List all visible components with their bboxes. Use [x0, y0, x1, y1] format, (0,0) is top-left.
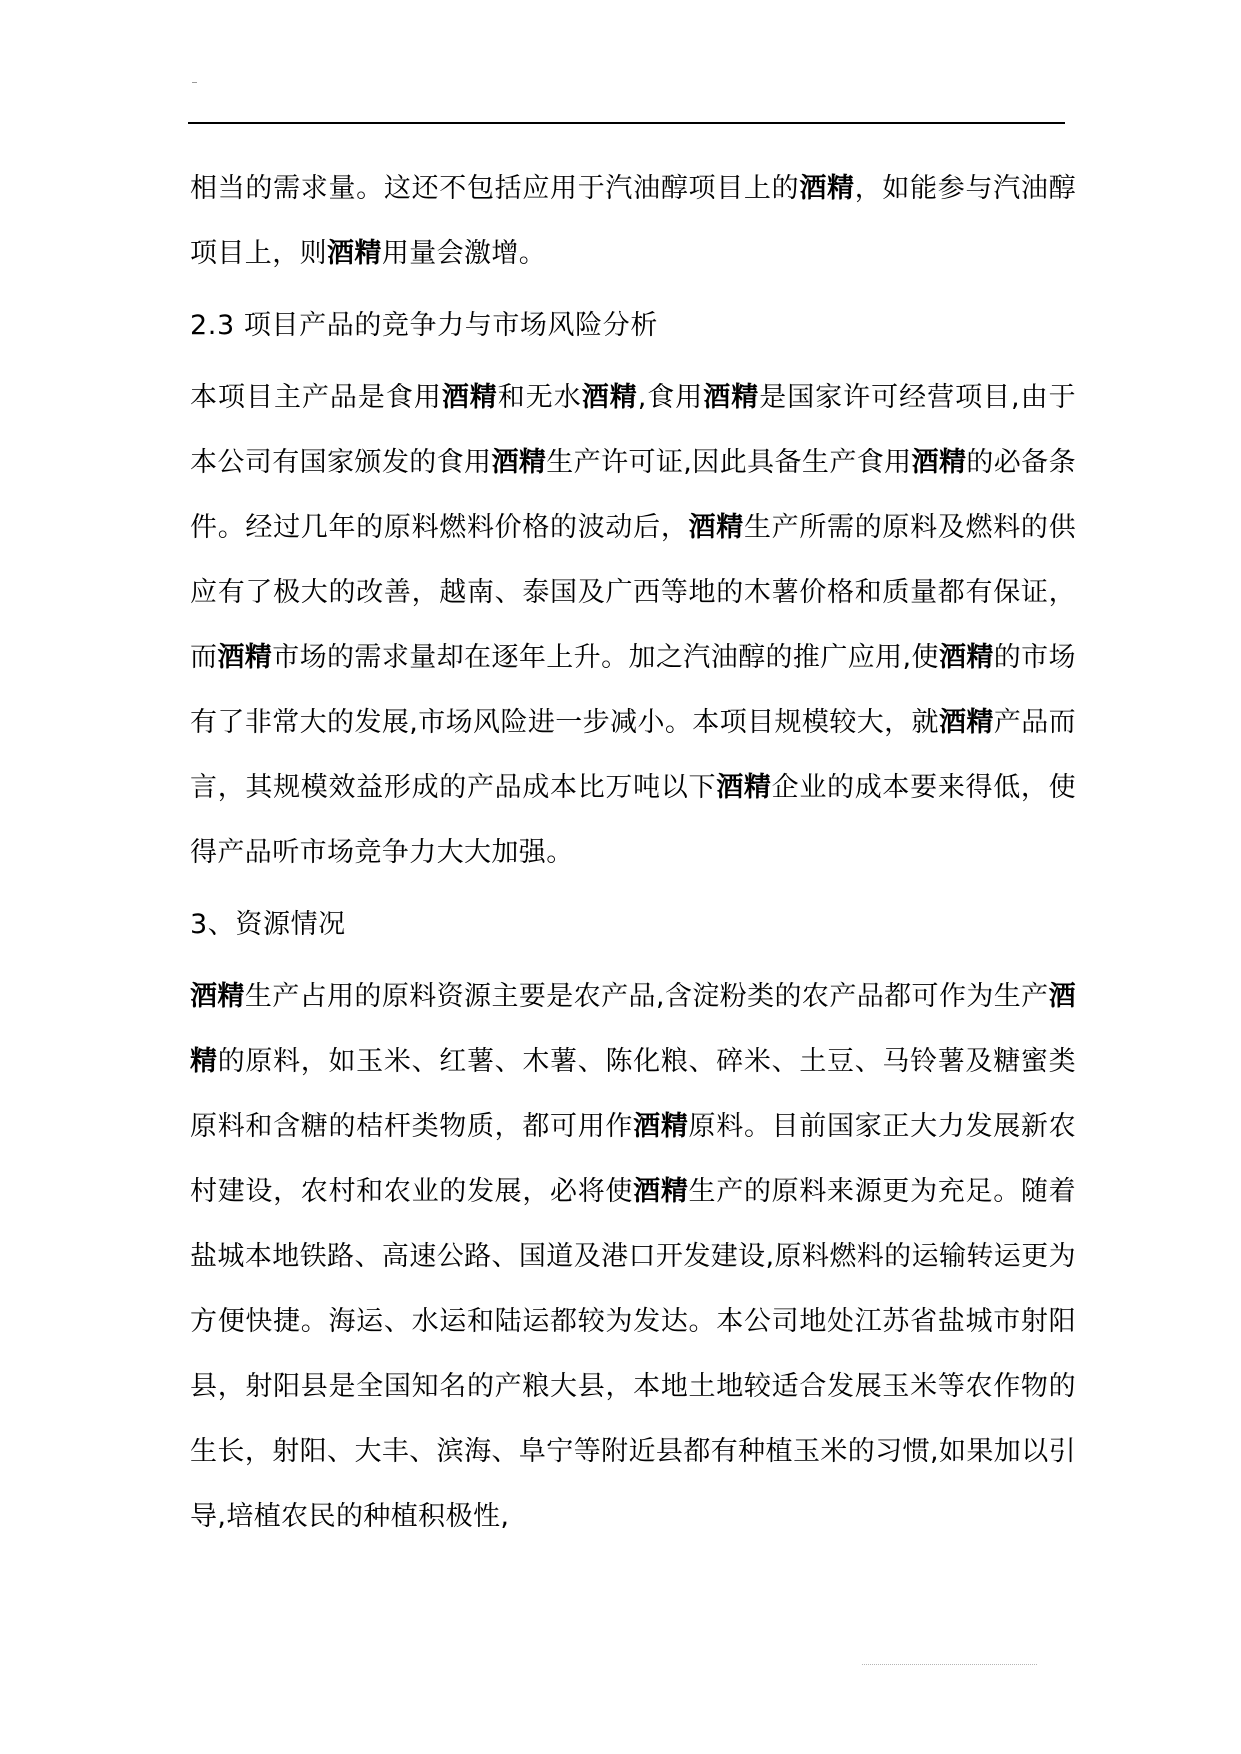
bold-term: 酒精 [799, 173, 855, 204]
bold-term: 酒精 [327, 238, 382, 269]
text-run: ,食用 [637, 382, 704, 413]
bold-term: 酒精 [716, 772, 772, 803]
header-mark [192, 82, 197, 83]
bold-term: 酒精 [633, 1176, 689, 1207]
section-heading-3: 3、资源情况 [190, 909, 346, 940]
text-run: 的原料，如玉米、红薯、木薯、陈化粮、碎米、土豆、马铃薯及糖蜜类原料和含糖的桔杆类物质，都可用作 [190, 1046, 1076, 1142]
bold-term: 酒精 [633, 1111, 689, 1142]
text-run: 本项目主产品是食用 [190, 382, 442, 413]
text-run: 的必备条件。经过几年的原料燃料价格的波动后， [190, 447, 1076, 543]
text-run: 生产所需的原料及燃料的供应有了极大的改善，越南、泰国及广西等地的木薯价格和质量都有保证，而 [190, 512, 1076, 673]
bold-term: 酒精 [703, 382, 760, 413]
text-run: 是国家许可经营项目,由于本公司有国家颁发的食用 [190, 382, 1076, 478]
bold-term: 酒精 [190, 981, 245, 1012]
text-run: 生产占用的原料资源主要是农产品,含淀粉类的农产品都可作为生产 [244, 981, 1049, 1012]
footer-dotted-rule [862, 1664, 1037, 1665]
bold-term: 酒精 [190, 981, 1076, 1077]
paragraph-competitiveness [190, 365, 1076, 885]
text-run: 生产许可证,因此具备生产食用 [546, 447, 912, 478]
bold-term: 酒精 [491, 447, 547, 478]
bold-term: 酒精 [217, 642, 273, 673]
header-rule [188, 122, 1065, 124]
bold-term: 酒精 [911, 447, 967, 478]
text-run: 用量会激增。 [381, 238, 547, 269]
bold-term: 酒精 [938, 642, 994, 673]
text-run: 市场的需求量却在逐年上升。加之汽油醇的推广应用,使 [272, 642, 939, 673]
document-body [190, 156, 1076, 1549]
text-run: 企业的成本要来得低，使得产品听市场竞争力大大加强。 [190, 772, 1076, 868]
text-run: 和无水 [497, 382, 582, 413]
paragraph-demand [190, 156, 1076, 286]
text-run: 产品而言，其规模效益形成的产品成本比万吨以下 [190, 707, 1077, 803]
paragraph-resources [190, 964, 1076, 1549]
bold-term: 酒精 [688, 512, 744, 543]
text-run: 原料。目前国家正大力发展新农村建设，农村和农业的发展，必将使 [190, 1111, 1076, 1207]
bold-term: 酒精 [441, 382, 498, 413]
text-run: 的市场有了非常大的发展,市场风险进一步减小。本项目规模较大，就 [190, 642, 1076, 738]
text-run: 生产的原料来源更为充足。随着盐城本地铁路、高速公路、国道及港口开发建设,原料燃料的运输转运更为方便快捷。海运、水运和陆运都较为发达。本公司地处江苏省盐城市射阳县，射阳县是全国知名的产粮大县，本地土地较适合发展玉米等农作物的生长，射阳、大丰、滨海、阜宁等附近县都有种植玉米的习惯,如果加以引导,培植农民的种植积极性, [190, 1176, 1076, 1532]
text-run: 相当的需求量。这还不包括应用于汽油醇项目上的 [190, 173, 800, 204]
section-heading-2-3: 2.3 项目产品的竞争力与市场风险分析 [190, 310, 658, 341]
bold-term: 酒精 [581, 382, 638, 413]
text-run: ，如能参与汽油醇项目上，则 [190, 173, 1076, 269]
bold-term: 酒精 [938, 707, 994, 738]
